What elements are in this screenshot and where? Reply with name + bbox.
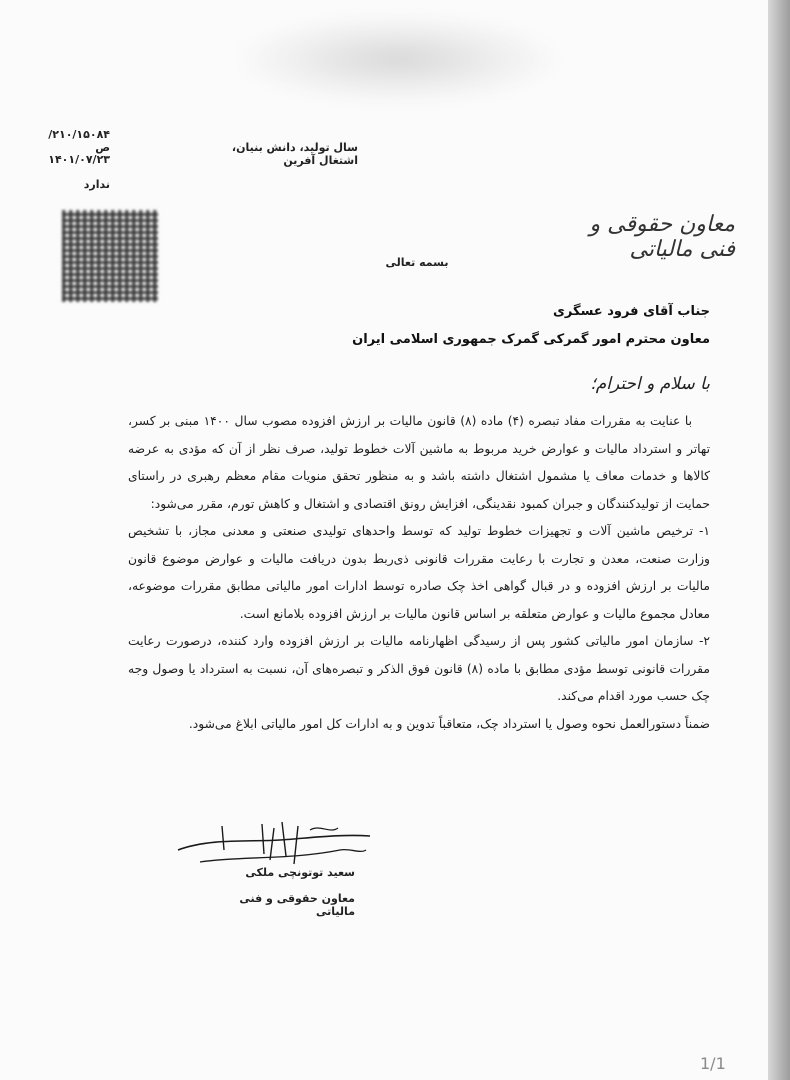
- viewer-edge: [768, 0, 790, 1080]
- signer-title: معاون حقوقی و فنی مالیاتی: [239, 892, 355, 918]
- signer-name: سعید توتونچی ملکی: [245, 866, 355, 879]
- blurred-logo-area: [238, 14, 558, 104]
- body-closing: ضمناً دستورالعمل نحوه وصول یا استرداد چک، متعاقباً تدوین و به ادارات کل امور مالیاتی ابلاغ می‌شود.: [188, 716, 710, 731]
- letter-body: [128, 408, 710, 738]
- letter-date: ۱۴۰۱/۰۷/۲۳: [48, 153, 110, 166]
- attachment-status: ندارد: [83, 178, 110, 191]
- letter-number: ۲۱۰/۱۵۰۸۴/ص: [48, 128, 110, 154]
- recipient-name: جناب آقای فرود عسگری: [553, 304, 710, 319]
- body-item-2: ۲- سازمان امور مالیاتی کشور پس از رسیدگی اظهارنامه مالیات بر ارزش افزوده وارد کننده، درصورت رعایت مقررات قانونی توسط مؤدی مطابق با ماده (۸) قانون فوق الذکر و تبصره‌های آن، نسبت به استرداد یا وصول وجه چک حسب مورد اقدام می‌کند.: [128, 634, 710, 703]
- year-slogan: سال تولید، دانش بنیان، اشتغال آفرین: [231, 141, 358, 167]
- recipient-position: معاون محترم امور گمرکی گمرک جمهوری اسلامی ایران: [352, 332, 710, 347]
- qr-code: [62, 210, 158, 302]
- bismillah: بسمه تعالی: [385, 256, 449, 269]
- greeting: با سلام و احترام؛: [590, 374, 710, 394]
- page-indicator: 1/1: [700, 1054, 726, 1073]
- body-intro: با عنایت به مقررات مفاد تبصره (۴) ماده (۸) قانون مالیات بر ارزش افزوده مصوب سال ۱۴۰۰ مبنی بر کسر، تهاتر و استرداد مالیات و عوارض خرید مربوط به ماشین آلات خطوط تولید، صرف نظر از آن که مؤدی به عرضه کالاها و خدمات معاف یا مشمول اشتغال داشته باشد و به منظور تحقق منویات مقام معظم رهبری در راستای حمایت از تولیدکنندگان و جبران کمبود نقدینگی، افزایش رونق اقتصادی و اشتغال و کاهش تورم، مقرر می‌شود:: [128, 414, 710, 511]
- sender-title-handwritten: معاون حقوقی و فنی مالیاتی: [589, 212, 735, 262]
- body-item-1: ۱- ترخیص ماشین آلات و تجهیزات خطوط تولید که توسط واحدهای تولیدی صنعتی و معدنی مجاز، با تشخیص وزارت صنعت، معدن و تجارت با رعایت مقررات قانونی ذی‌ربط بدون دریافت مالیات و عوارض موضوع قانون مالیات بر ارزش افزوده و در قبال گواهی اخذ چک صادره توسط ادارات امور مالیاتی مطابق مقررات موضوعه، معادل مجموع مالیات و عوارض متعلقه بر اساس قانون مالیات بر ارزش افزوده بلامانع است.: [128, 524, 710, 621]
